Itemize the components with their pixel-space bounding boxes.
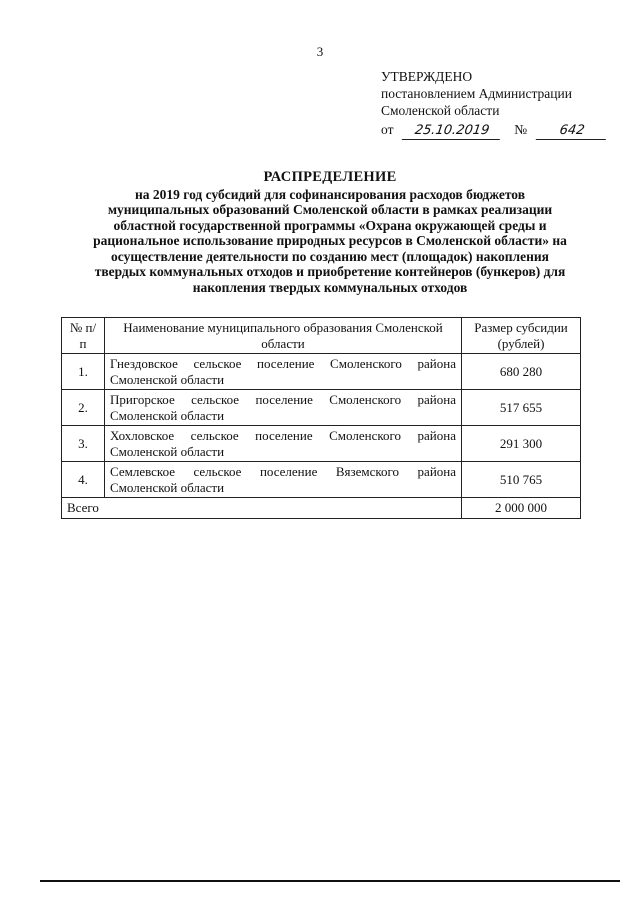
heading-line: на 2019 год субсидий для софинансирования расходов бюджетов <box>135 186 525 202</box>
row-amount: 510 765 <box>462 462 581 498</box>
table-row <box>62 426 581 462</box>
heading-line: накопления твердых коммунальных отходов <box>192 279 468 295</box>
number-prefix: № <box>514 122 528 137</box>
subsidy-table <box>61 317 581 519</box>
approval-title: УТВЕРЖДЕНО <box>381 69 473 84</box>
heading-line: рациональное использование природных ресурсов в Смоленской области» на <box>93 233 567 248</box>
approval-line-1: постановлением Администрации <box>381 86 572 101</box>
row-name: Пригорское сельское поселение Смоленского района Смоленской области <box>105 390 462 426</box>
table-row <box>62 390 581 426</box>
heading-line: муниципальных образований Смоленской области в рамках реализации <box>107 202 553 217</box>
handwritten-date: 25.10.2019 <box>402 122 503 140</box>
document-heading <box>60 170 600 295</box>
header-name: Наименование муниципального образования Смоленской области <box>105 318 462 354</box>
row-name: Гнездовское сельское поселение Смоленского района Смоленской области <box>105 354 462 390</box>
row-amount: 291 300 <box>462 426 581 462</box>
row-name: Хохловское сельское поселение Смоленского района Смоленской области <box>105 426 462 462</box>
header-num: № п/п <box>62 318 105 354</box>
date-prefix: от <box>381 122 394 137</box>
table-row <box>62 462 581 498</box>
row-name: Семлевское сельское поселение Вяземского района Смоленской области <box>105 462 462 498</box>
heading-line: осуществление деятельности по созданию мест (площадок) накопления <box>111 248 549 264</box>
total-amount: 2 000 000 <box>462 498 581 519</box>
row-num: 2. <box>62 390 105 426</box>
handwritten-number: 642 <box>535 122 608 140</box>
approval-date-row <box>381 121 607 140</box>
row-num: 4. <box>62 462 105 498</box>
approval-line-2: Смоленской области <box>381 103 500 118</box>
table-header-row <box>62 318 581 354</box>
row-num: 1. <box>62 354 105 390</box>
header-amount: Размер субсидии (рублей) <box>462 318 581 354</box>
heading-line: областной государственной программы «Охрана окружающей среды и <box>113 217 547 233</box>
table-total-row <box>62 498 581 519</box>
total-label: Всего <box>62 498 462 519</box>
page-number: 3 <box>316 44 324 59</box>
document-title: РАСПРЕДЕЛЕНИЕ <box>263 169 397 185</box>
table-row <box>62 354 581 390</box>
heading-line: твердых коммунальных отходов и приобретение контейнеров (бункеров) для <box>94 264 566 279</box>
row-amount: 680 280 <box>462 354 581 390</box>
row-num: 3. <box>62 426 105 462</box>
row-amount: 517 655 <box>462 390 581 426</box>
footer-divider <box>40 880 620 882</box>
approval-stamp <box>381 68 607 140</box>
